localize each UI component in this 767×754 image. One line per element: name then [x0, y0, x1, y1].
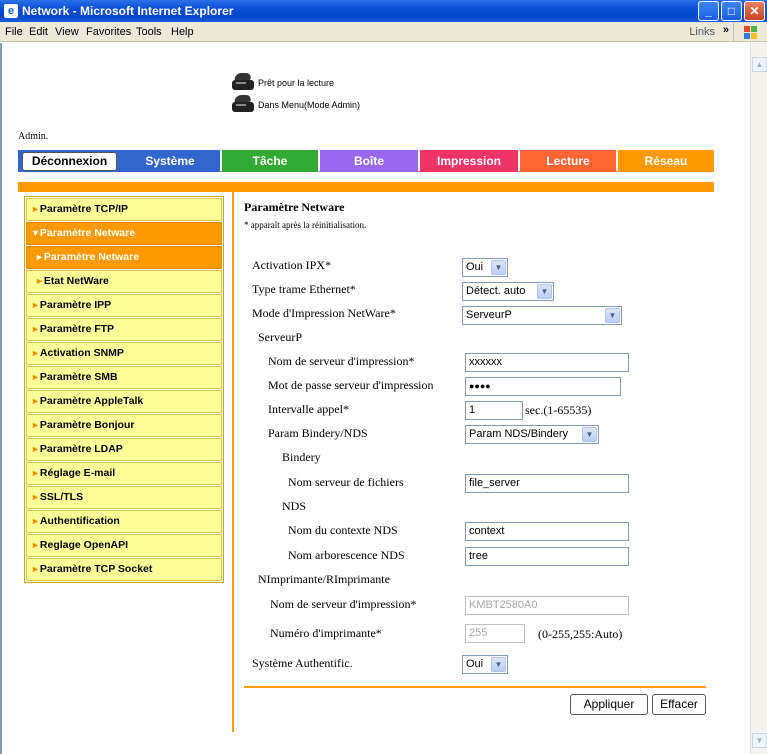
sidebar-item-ipp[interactable]	[26, 294, 222, 317]
nds-context-input[interactable]: context	[465, 522, 629, 541]
sidebar-item-email[interactable]	[26, 462, 222, 485]
sidebar	[24, 196, 224, 583]
sidebar-item-ssl-tls[interactable]	[26, 486, 222, 509]
sidebar-item-label: Reglage OpenAPI	[39, 539, 129, 551]
clear-button[interactable]: Effacer	[652, 694, 706, 715]
print-mode-select[interactable]	[462, 306, 622, 325]
sidebar-item-tcp-socket[interactable]	[26, 558, 222, 581]
print-server-password-label: Mot de passe serveur d'impression	[268, 378, 434, 392]
sidebar-subitem-netware-status[interactable]	[26, 270, 222, 293]
menu-tools[interactable]: Tools	[136, 26, 162, 38]
window-title-bar	[0, 0, 767, 22]
scroll-down-icon[interactable]: ▼	[752, 733, 767, 748]
windows-logo-icon	[733, 23, 763, 41]
tab-boite[interactable]: Boîte	[320, 150, 418, 172]
sidebar-item-openapi[interactable]	[26, 534, 222, 557]
sidebar-item-smb[interactable]	[26, 366, 222, 389]
sidebar-item-label: Paramètre Netware	[43, 251, 140, 263]
print-server-name-label: Nom de serveur d'impression*	[268, 354, 415, 368]
nds-tree-input[interactable]: tree	[465, 547, 629, 566]
tab-reseau[interactable]: Réseau	[618, 150, 714, 172]
sidebar-item-ftp[interactable]	[26, 318, 222, 341]
sidebar-item-label: Paramètre Bonjour	[39, 419, 135, 431]
arrow-down-icon: ▼	[31, 228, 40, 238]
tab-lecture[interactable]: Lecture	[520, 150, 616, 172]
chevron-down-icon: ▼	[605, 308, 620, 323]
print-server-password-input[interactable]: ●●●●	[465, 377, 621, 396]
auth-system-select[interactable]	[462, 655, 508, 674]
bindery-heading: Bindery	[282, 450, 321, 464]
nds-heading: NDS	[282, 499, 307, 513]
sidebar-item-authentication[interactable]	[26, 510, 222, 533]
arrow-right-icon: ►	[31, 444, 40, 454]
serverp-heading: ServeurP	[258, 330, 302, 344]
printer-number-input[interactable]: 255	[465, 624, 525, 643]
main-tabs	[18, 150, 714, 172]
ipx-label: Activation IPX*	[252, 258, 331, 272]
arrow-right-icon: ►	[31, 396, 40, 406]
sidebar-item-label: Paramètre LDAP	[39, 443, 123, 455]
logout-button[interactable]: Déconnexion	[22, 152, 117, 171]
minimize-button[interactable]: _	[698, 1, 719, 21]
menu-view[interactable]: View	[55, 26, 79, 38]
status-ready-text: Prêt pour la lecture	[258, 78, 335, 88]
menu-file[interactable]: File	[5, 26, 23, 38]
polling-interval-label: Intervalle appel*	[268, 402, 349, 416]
file-server-label: Nom serveur de fichiers	[288, 475, 404, 489]
apply-button[interactable]: Appliquer	[570, 694, 648, 715]
logout-tab-bg	[18, 150, 120, 172]
nds-context-label: Nom du contexte NDS	[288, 523, 398, 537]
chevron-down-icon: ▼	[582, 427, 597, 442]
status-admin-text: Dans Menu(Mode Admin)	[258, 100, 361, 110]
arrow-right-icon: ►	[31, 540, 40, 550]
bindery-nds-select[interactable]	[465, 425, 599, 444]
print-server-name-input[interactable]: xxxxxx	[465, 353, 629, 372]
arrow-right-icon: ►	[31, 324, 40, 334]
print-mode-select-value: ServeurP	[466, 309, 512, 321]
links-toolbar[interactable]: Links	[689, 26, 715, 38]
bindery-nds-label: Param Bindery/NDS	[268, 426, 368, 440]
vertical-scrollbar[interactable]	[750, 43, 767, 754]
arrow-right-icon: ►	[31, 372, 40, 382]
sidebar-item-label: Paramètre AppleTalk	[39, 395, 144, 407]
arrow-right-icon: ►	[31, 492, 40, 502]
sidebar-item-label: Paramètre SMB	[39, 371, 118, 383]
np-server-name-label: Nom de serveur d'impression*	[270, 597, 417, 611]
ie-icon: e	[4, 4, 18, 18]
sidebar-item-label: SSL/TLS	[39, 491, 84, 503]
sidebar-item-label: Authentification	[39, 515, 120, 527]
scroll-up-icon[interactable]: ▲	[752, 57, 767, 72]
arrow-right-icon: ►	[31, 300, 40, 310]
np-server-name-input[interactable]: KMBT2580A0	[465, 596, 629, 615]
menu-favorites[interactable]: Favorites	[86, 26, 132, 38]
arrow-right-icon: ►	[31, 564, 40, 574]
arrow-right-icon: ►	[31, 516, 40, 526]
printer-icon	[232, 95, 254, 113]
menu-bar	[0, 22, 767, 42]
auth-system-label: Système Authentific.	[252, 656, 353, 670]
sidebar-item-appletalk[interactable]	[26, 390, 222, 413]
tab-systeme[interactable]: Système	[120, 150, 220, 172]
arrow-right-icon: ►	[31, 468, 40, 478]
content-divider	[232, 192, 234, 732]
chevron-down-icon: ▼	[537, 284, 552, 299]
frame-type-select[interactable]	[462, 282, 554, 301]
arrow-right-icon: ►	[31, 348, 40, 358]
bindery-nds-select-value: Param NDS/Bindery	[469, 428, 569, 440]
sidebar-item-ldap[interactable]	[26, 438, 222, 461]
menu-help[interactable]: Help	[171, 26, 194, 38]
polling-interval-unit: sec.(1-65535)	[525, 403, 592, 417]
maximize-button[interactable]: □	[721, 1, 742, 21]
tab-impression[interactable]: Impression	[420, 150, 518, 172]
ipx-select-value: Oui	[466, 261, 484, 273]
arrow-right-icon: ►	[31, 204, 40, 214]
page-title: Paramètre Netware	[244, 200, 345, 214]
chevron-down-icon: ▼	[491, 260, 506, 275]
chevron-down-icon: ▼	[491, 657, 506, 672]
arrow-right-icon: ►	[35, 252, 44, 262]
close-button[interactable]: ✕	[744, 1, 765, 21]
sidebar-item-label: Réglage E-mail	[39, 467, 116, 479]
sidebar-item-netware[interactable]	[26, 222, 222, 245]
print-mode-label: Mode d'Impression NetWare*	[252, 306, 396, 320]
form-divider	[244, 686, 706, 688]
arrow-right-icon: ►	[31, 420, 40, 430]
nds-tree-label: Nom arborescence NDS	[288, 548, 405, 562]
auth-system-select-value: Oui	[466, 658, 484, 670]
sidebar-item-label: Paramètre FTP	[39, 323, 115, 335]
sidebar-item-label: Paramètre TCP Socket	[39, 563, 153, 575]
sidebar-item-label: Activation SNMP	[39, 347, 124, 359]
printer-icon	[232, 73, 254, 91]
sidebar-item-label: Paramètre Netware	[39, 227, 136, 239]
sidebar-subitem-netware-settings[interactable]	[26, 246, 222, 269]
tab-tache[interactable]: Tâche	[222, 150, 318, 172]
window-title: Network - Microsoft Internet Explorer	[22, 4, 234, 18]
tab-underline-bar	[18, 182, 714, 192]
file-server-input[interactable]: file_server	[465, 474, 629, 493]
ipx-select[interactable]	[462, 258, 508, 277]
menu-edit[interactable]: Edit	[29, 26, 48, 38]
sidebar-item-label: Etat NetWare	[43, 275, 109, 287]
printer-number-label: Numéro d'imprimante*	[270, 626, 382, 640]
sidebar-item-snmp[interactable]	[26, 342, 222, 365]
reset-note: * apparaît après la réinitialisation.	[244, 220, 367, 230]
chevron-right-icon[interactable]: »	[722, 24, 729, 36]
sidebar-item-bonjour[interactable]	[26, 414, 222, 437]
printer-number-unit: (0-255,255:Auto)	[538, 627, 623, 641]
sidebar-item-tcpip[interactable]	[26, 198, 222, 221]
frame-type-select-value: Détect. auto	[466, 285, 526, 297]
sidebar-item-label: Paramètre TCP/IP	[39, 203, 129, 215]
nprinter-heading: NImprimante/RImprimante	[258, 572, 390, 586]
user-label: Admin.	[18, 131, 49, 142]
frame-type-label: Type trame Ethernet*	[252, 282, 356, 296]
sidebar-item-label: Paramètre IPP	[39, 299, 112, 311]
arrow-right-icon: ►	[35, 276, 44, 286]
polling-interval-input[interactable]: 1	[465, 401, 523, 420]
